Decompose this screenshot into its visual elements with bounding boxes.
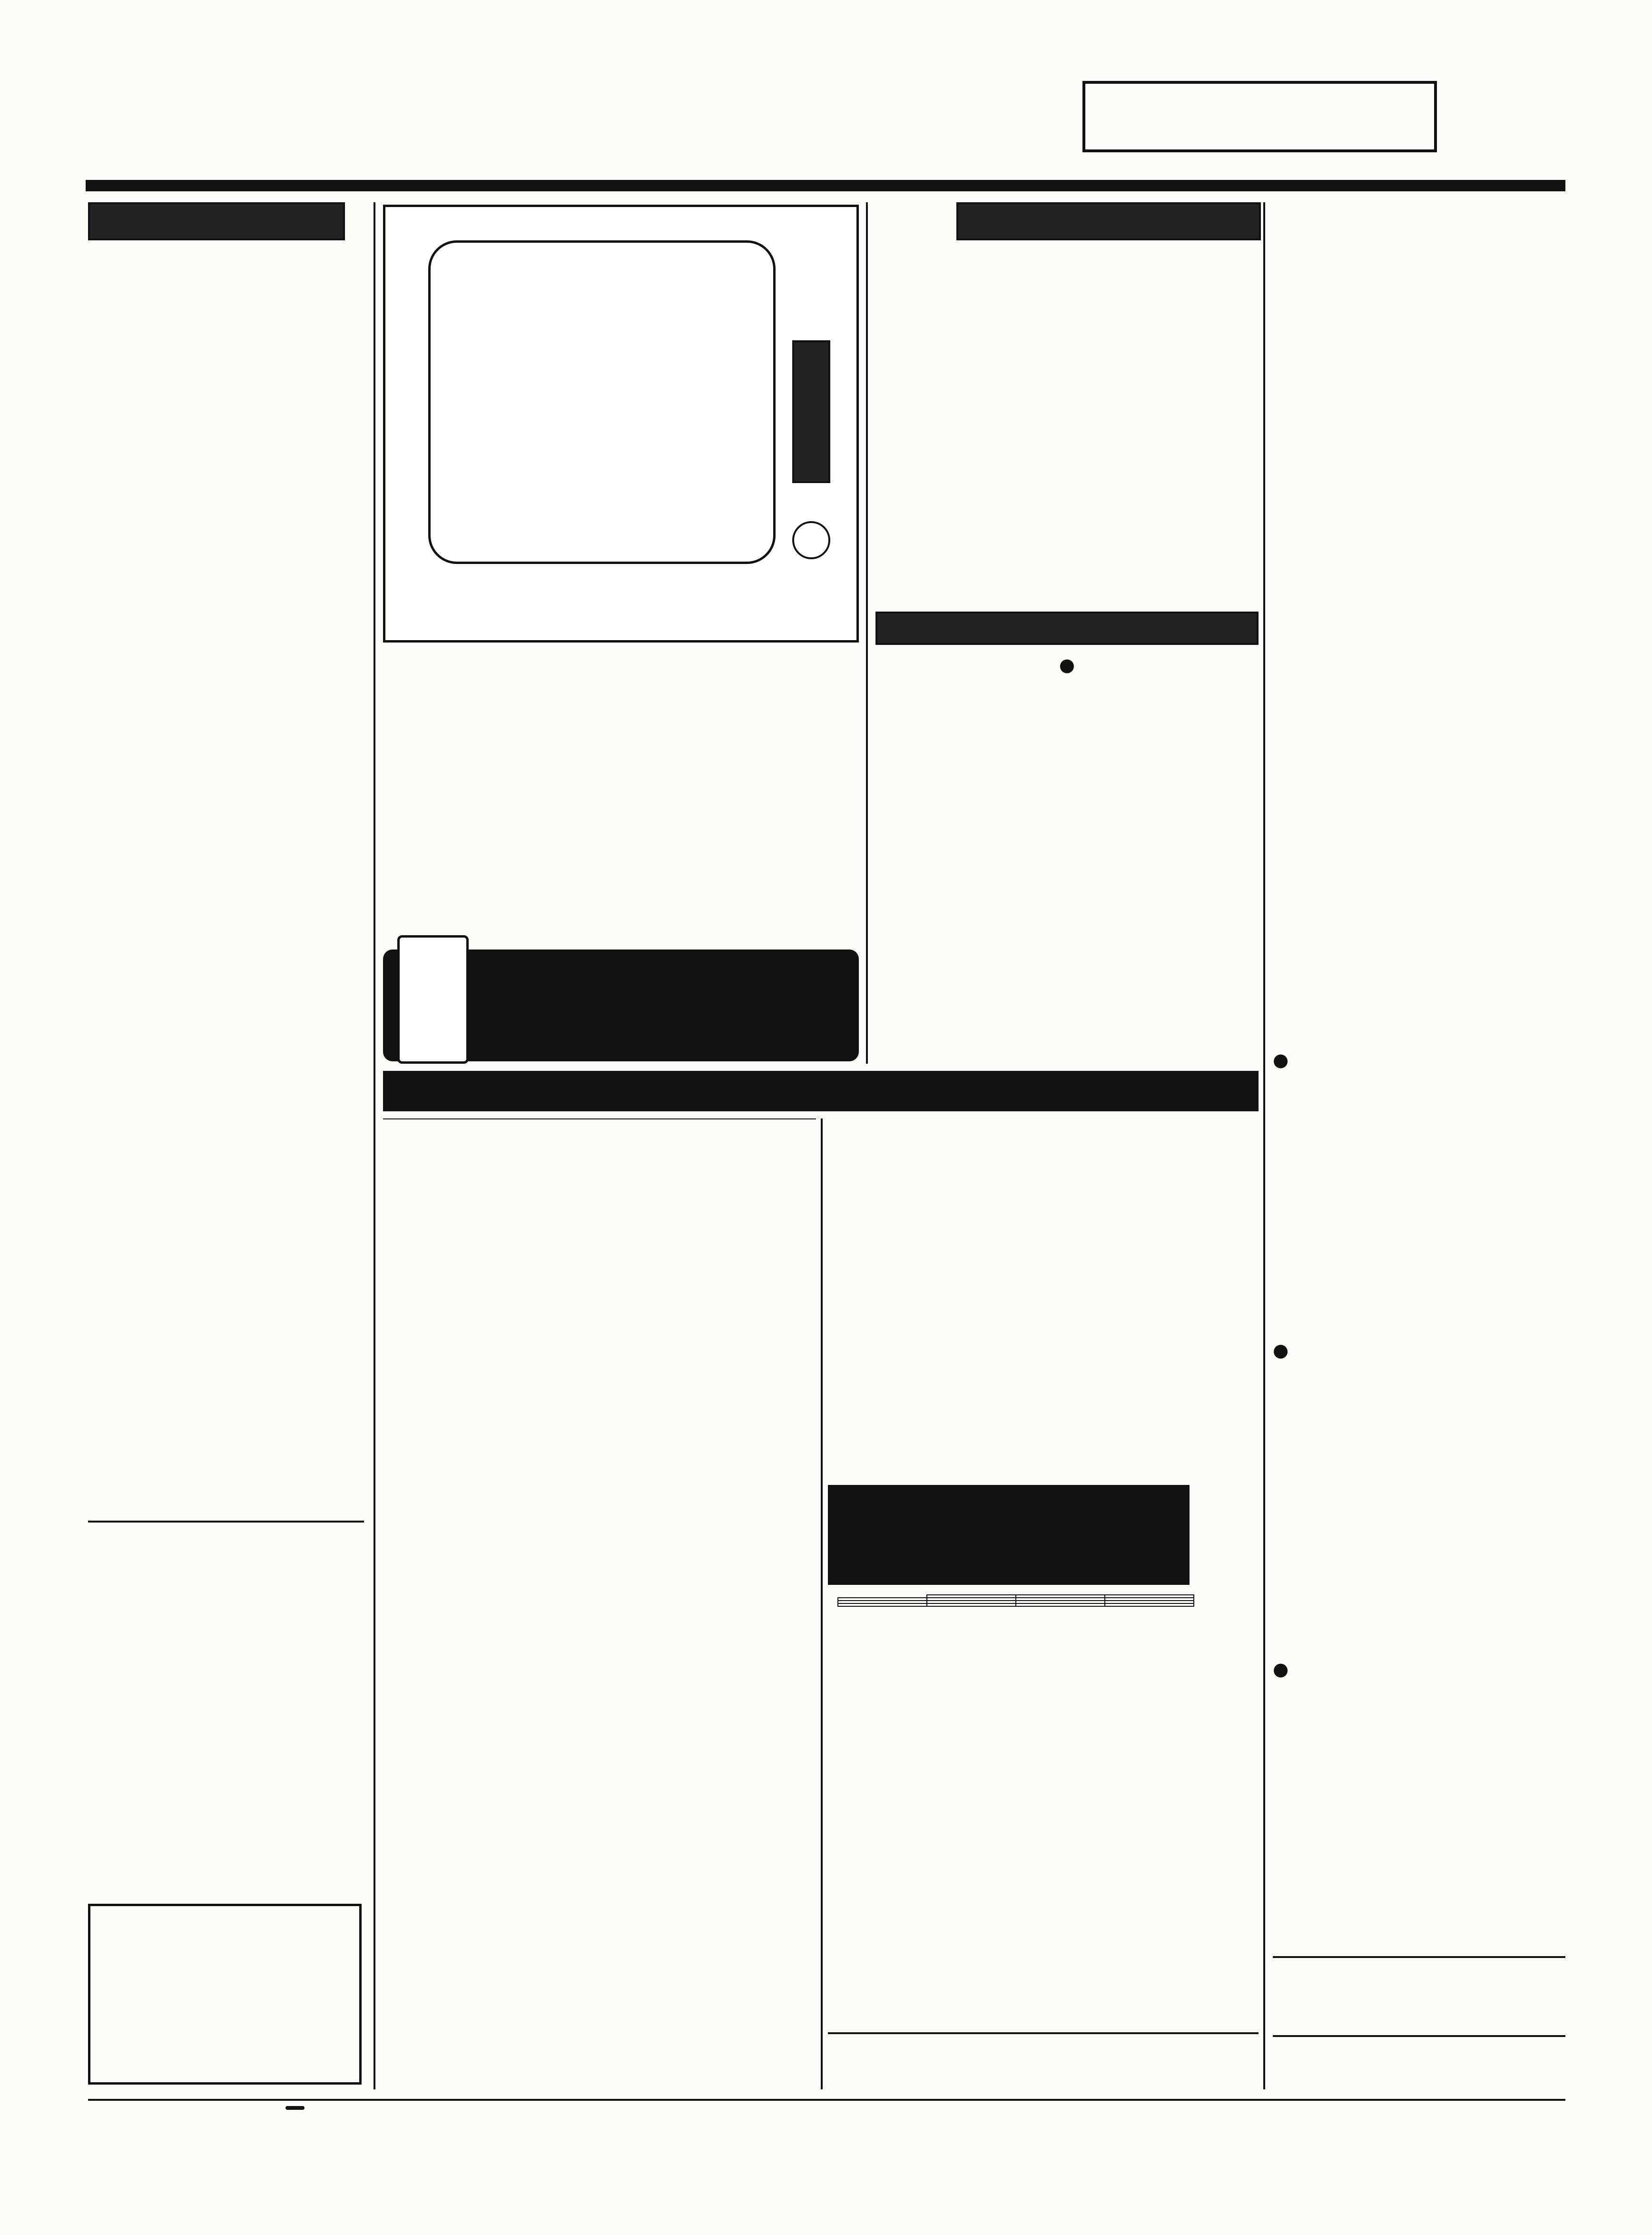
cascais-text xyxy=(1273,1078,1565,1335)
urgentes-banner xyxy=(956,202,1261,240)
tv-amanha-text xyxy=(383,652,859,938)
radio-banner xyxy=(88,202,345,240)
footer-paper-name xyxy=(285,2106,305,2110)
tv-screen xyxy=(428,240,776,564)
column-rule-1 xyxy=(374,202,375,2089)
masthead-box xyxy=(1082,81,1437,152)
farmacias-banner xyxy=(875,612,1259,645)
tv-knob xyxy=(792,521,830,559)
burnay-ad xyxy=(828,2032,1259,2089)
caminhos-text xyxy=(88,1594,364,1899)
column-rule-3 xyxy=(1263,202,1265,2089)
medico-ad xyxy=(1273,2042,1565,2099)
cascais-title: ● xyxy=(1273,1049,1289,1070)
centro-enfermagem-ad xyxy=(1273,1956,1565,2037)
sintra-text xyxy=(1273,1368,1565,1654)
indice-value xyxy=(1105,1603,1194,1606)
tv-speaker xyxy=(792,340,830,483)
bolsa-left-header xyxy=(383,1118,816,1119)
farmacias-bairros-text xyxy=(1273,202,1565,1045)
urgentes-text xyxy=(875,274,1256,607)
tudor-battery-icon xyxy=(397,935,469,1064)
column-rule-2 xyxy=(866,202,868,1064)
tv-brand-bar xyxy=(404,593,842,626)
indice-value xyxy=(927,1603,1016,1606)
indice-row-label xyxy=(838,1603,927,1606)
masthead-rule xyxy=(86,180,1565,191)
tudor-ad xyxy=(383,949,859,1061)
radio-divider xyxy=(88,1521,364,1523)
radio-text xyxy=(88,247,364,1518)
banda-text xyxy=(1273,1687,1565,1954)
dinheiro-text xyxy=(102,1918,348,2032)
bolsa-column-rule xyxy=(821,1118,823,2089)
bolsa-banner xyxy=(383,1071,1259,1111)
tv-advert xyxy=(383,205,859,643)
dinheiro-ad xyxy=(88,1904,362,2085)
farmacias-lisboa-title: ● xyxy=(1059,654,1075,675)
sintra-title: ● xyxy=(1273,1340,1289,1361)
indice-header xyxy=(828,1485,1190,1585)
indice-value xyxy=(1016,1603,1105,1606)
paises-table xyxy=(828,1652,1259,2023)
indice-table xyxy=(837,1594,1194,1607)
footer-rule xyxy=(88,2099,1565,2101)
bolsa-left-table xyxy=(383,1118,816,2094)
indice-row xyxy=(838,1603,1194,1606)
banda-title: ● xyxy=(1273,1659,1289,1680)
farmacias-lisboa-text xyxy=(875,728,1259,1061)
